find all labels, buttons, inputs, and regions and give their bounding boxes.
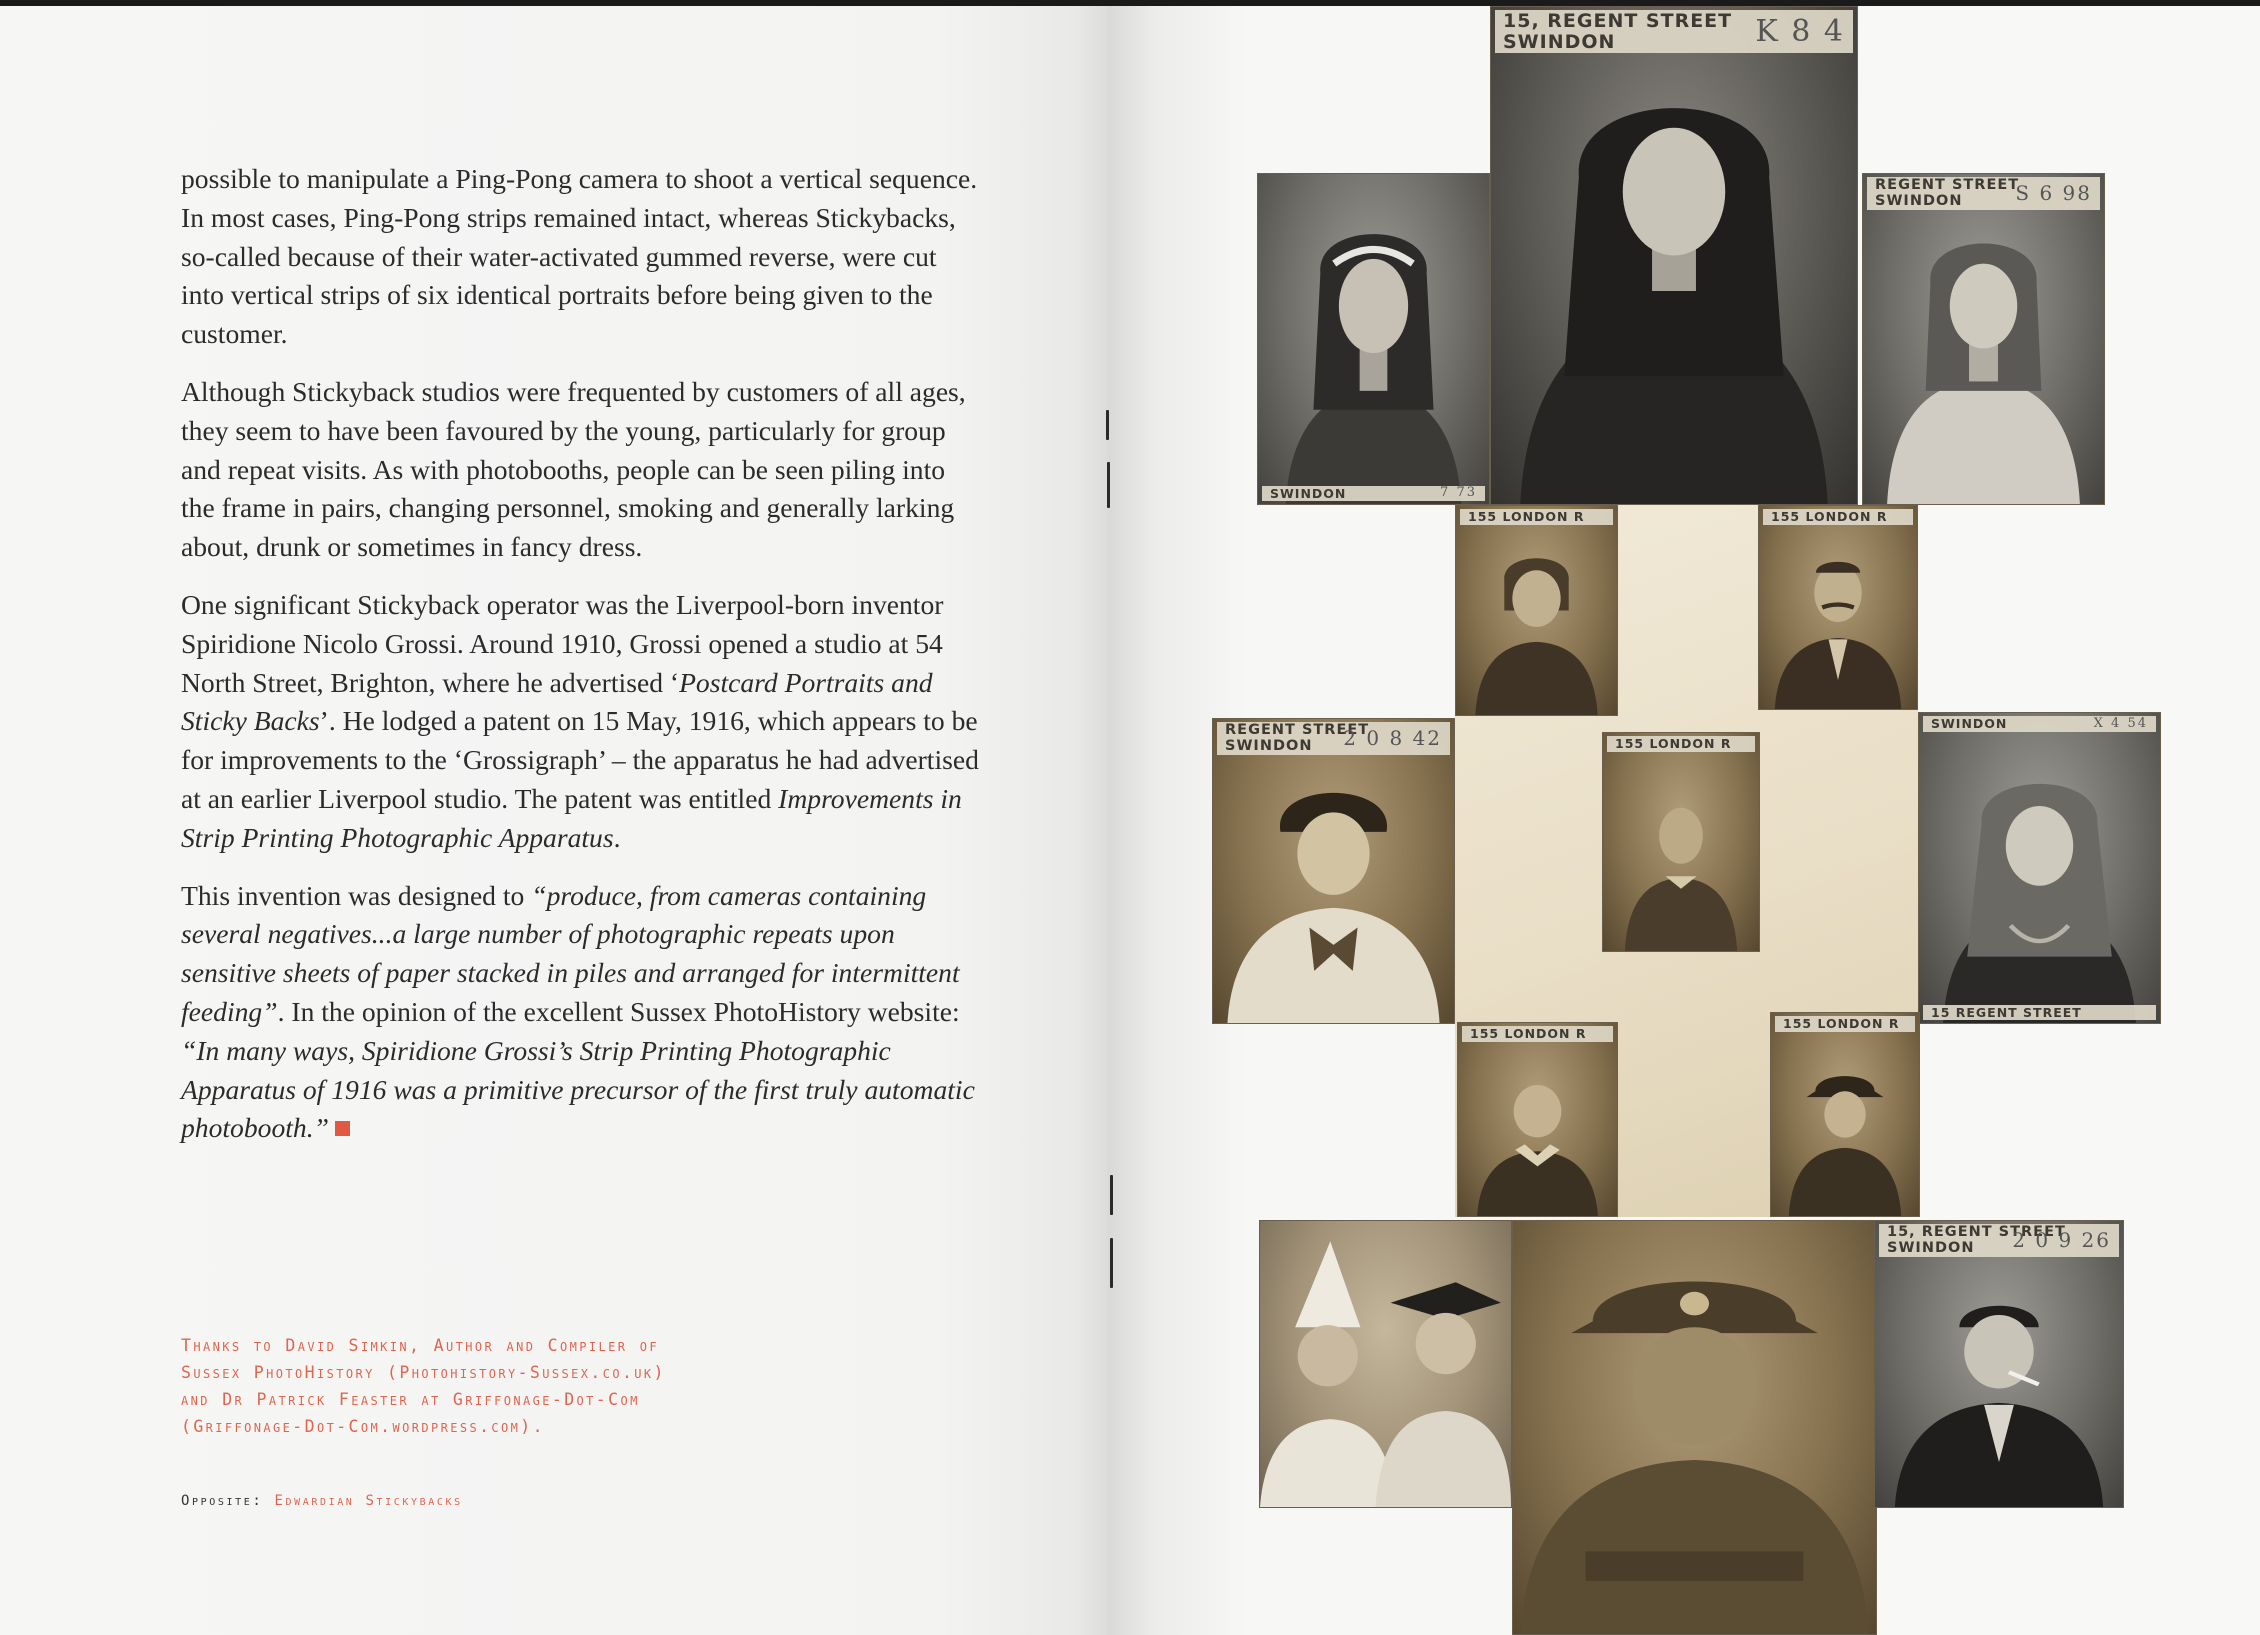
negative-number: 7 73 [1440,485,1477,501]
studio-label-text: 155 LONDON R [1470,1026,1587,1041]
studio-label-text: 155 LONDON R [1771,509,1888,524]
paragraph-3-text-a: One significant Stickyback operator was the Liverpool-born inventor Spiridione Nicolo Grossi. Around 1910, Grossi opened a studio at 54 North Street, Brighton, where he advertised ‘ [181,588,944,698]
studio-label-text: SWINDON [1931,716,2008,731]
portrait-figure [1491,7,1857,504]
studio-label-bottom [1923,1005,2156,1021]
studio-label [1879,1224,2119,1257]
portrait-boy-cap [1770,1012,1920,1217]
studio-label-text: 155 LONDON R [1615,736,1732,751]
portrait-girl-left [1257,173,1490,505]
portrait-girl-right [1862,173,2105,505]
portrait-girl-center [1490,6,1858,505]
studio-label-text: REGENT STREET SWINDON [1875,177,2020,209]
caption-value: Edwardian Stickybacks [274,1493,463,1509]
paragraph-4-quote-patent: “produce, from cameras containing several negatives...a large number of photographic repeats upon sensitive sheets of paper stacked in piles and arranged for intermittent feeding” [181,879,960,1027]
portrait-figure [1258,174,1489,504]
portrait-figure [1875,1221,2123,1507]
studio-label-text: 15, REGENT STREET SWINDON [1887,1224,2066,1256]
paragraph-3-text-c: . [613,821,621,853]
paragraph-3-patent-title: Improvements in Strip Printing Photographic Apparatus [181,782,962,853]
negative-number: 2 0 9 26 [2012,1227,2111,1252]
paragraph-4-text-a: This invention was designed to [181,879,532,911]
portrait-figure [1603,733,1759,951]
portrait-two-men-costume [1259,1220,1512,1508]
portrait-young-man-cigarette [1874,1220,2124,1508]
paragraph-2: Although Stickyback studios were frequented by customers of all ages, they seem to have been favoured by the young, particularly for group and repeat visits. As with photobooths, people can be seen piling into the frame in pairs, changing personnel, smoking and generally larking about, drunk or sometimes in fancy dress. [181,375,966,563]
credits-line: and Dr Patrick Feaster at Griffonage-Dot-Com [181,1390,640,1409]
negative-number: S 6 98 [2015,180,2092,205]
portrait-figure [1456,506,1617,715]
caption-label: Opposite: [181,1493,264,1509]
credits-line: Thanks to David Simkin, Author and Compiler of [181,1336,659,1355]
portrait-girl-long-hair [1918,712,2161,1024]
studio-label [1462,1026,1613,1042]
studio-label [1867,177,2100,210]
portrait-figure [1759,506,1917,709]
paragraph-3-text-b: ’. He lodged a patent on 15 May, 1916, which appears to be for improvements to the ‘Grossigraph’ – the apparatus he had advertised at an earlier Liverpool studio. The patent was entitled [181,705,979,814]
portrait-figure [1513,1221,1876,1634]
portrait-figure [1919,713,2160,1023]
studio-label [1460,509,1613,525]
studio-label [1763,509,1913,525]
studio-label-text: SWINDON [1270,485,1347,501]
credits-line: (Griffonage-Dot-Com.wordpress.com). [181,1417,545,1436]
studio-label [1775,1016,1915,1032]
credits-line: Sussex PhotoHistory (Photohistory-Sussex.co.uk) [181,1363,666,1382]
portrait-young-woman-bow [1212,718,1455,1024]
studio-label-text: 15, REGENT STREET SWINDON [1503,10,1733,53]
portrait-figure [1213,719,1454,1023]
portrait-woman-small [1455,505,1618,716]
studio-label-text: REGENT STREET SWINDON [1225,722,1370,754]
studio-label-text: 15 REGENT STREET [1931,1004,2082,1020]
paragraph-3-italic-title: Postcard Portraits and Sticky Backs [181,666,933,737]
negative-number: K 8 4 [1755,13,1845,49]
studio-label-text: 155 LONDON R [1468,509,1585,524]
negative-number: X 4 54 [2093,715,2148,731]
portrait-figure [1458,1023,1617,1216]
studio-label [1217,722,1450,755]
portrait-figure [1260,1221,1511,1507]
portrait-boy-center [1602,732,1760,952]
portrait-figure [1863,174,2104,504]
studio-label [1495,10,1853,53]
studio-label-text: 155 LONDON R [1783,1016,1900,1031]
paragraph-4-quote-website: “In many ways, Spiridione Grossi’s Strip Printing Photographic Apparatus of 1916 was a primitive precursor of the first truly automatic photobooth.” [181,1034,975,1144]
portrait-figure [1771,1013,1919,1216]
negative-number: 2 0 8 42 [1343,725,1442,750]
studio-label [1607,736,1755,752]
portrait-man-moustache [1758,505,1918,710]
portrait-boy-collar [1457,1022,1618,1217]
studio-label [1923,716,2156,732]
portrait-soldier [1512,1220,1877,1635]
paragraph-1: possible to manipulate a Ping-Pong camera to shoot a vertical sequence. In most cases, Ping-Pong strips remained intact, whereas Stickybacks, so-called because of their water-activated gummed reverse, were cut into vertical strips of six identical portraits before being given to the customer. [181,163,978,350]
studio-label [1262,486,1485,502]
paragraph-4-text-b: . In the opinion of the excellent Sussex PhotoHistory website: [277,995,960,1027]
